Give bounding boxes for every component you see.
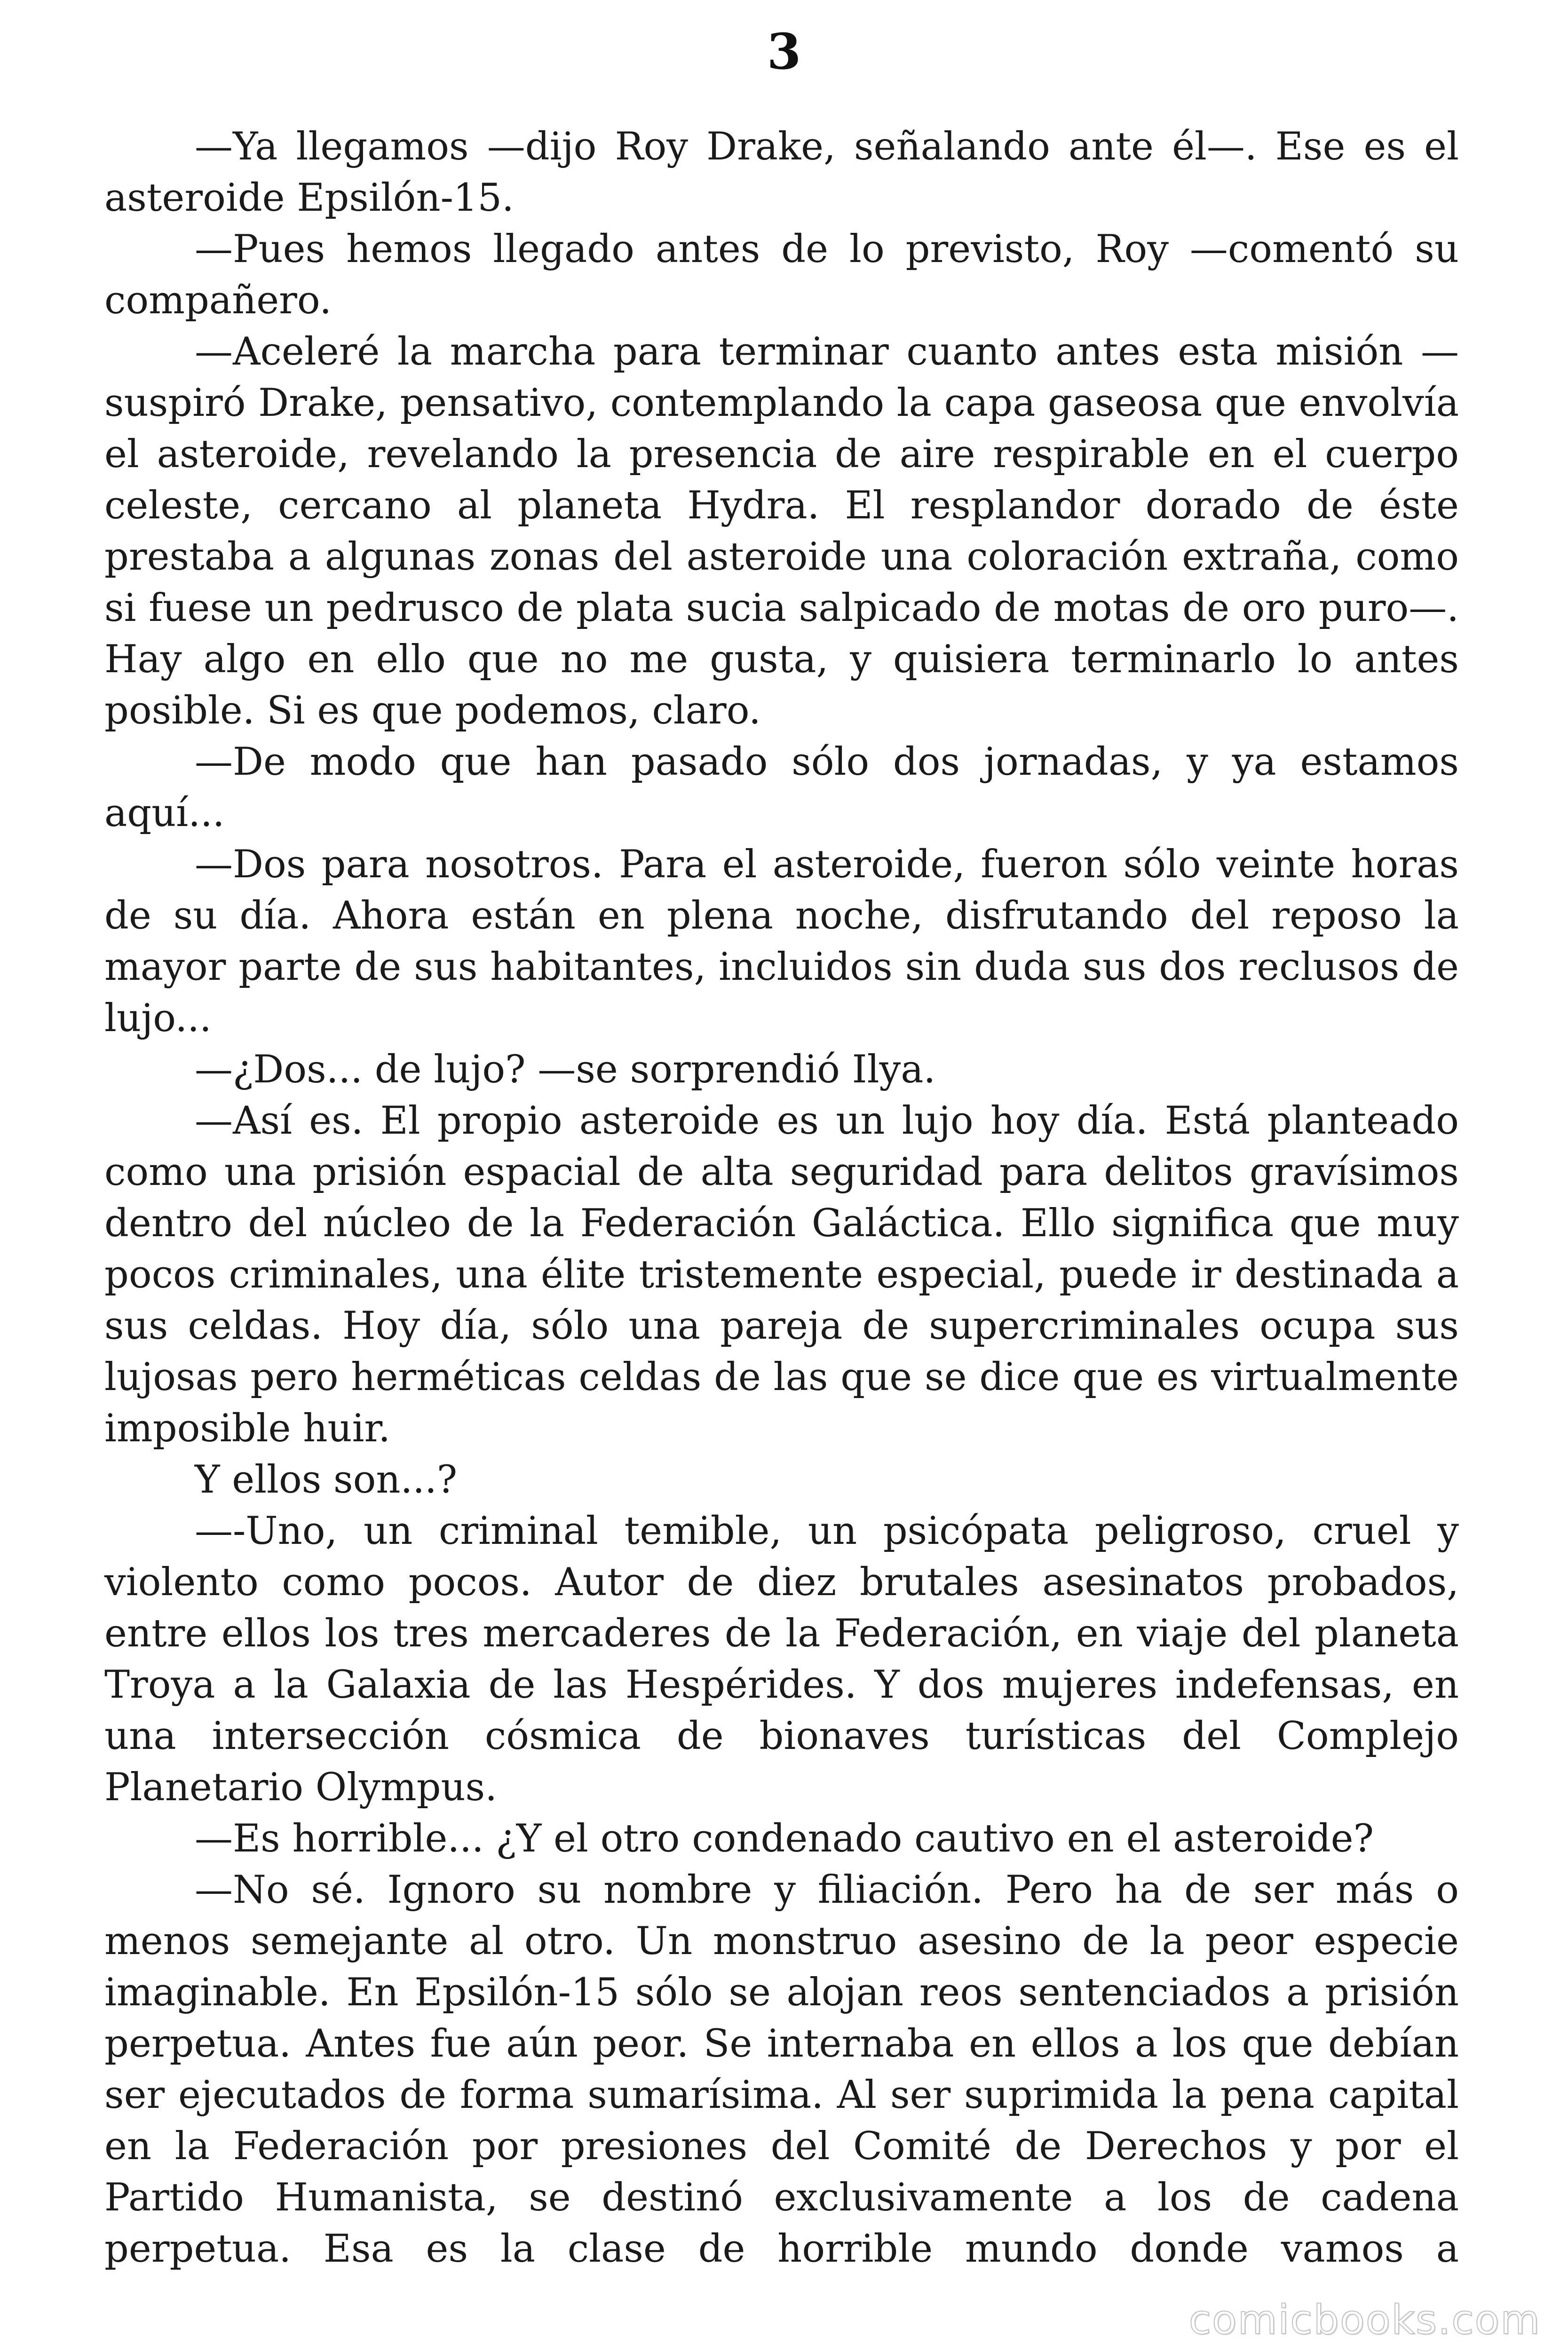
paragraph-10: —Es horrible... ¿Y el otro condenado cautivo en el asteroide? — [195, 1817, 1374, 1861]
chapter-number: 3 — [767, 23, 801, 80]
paragraph-1: —Ya llegamos —dijo Roy Drake, señalando ante él—. Ese es el asteroide Epsilón-15. — [104, 125, 1459, 220]
paragraph-5: —Dos para nosotros. Para el asteroide, fueron sólo veinte horas de su día. Ahora están en plena noche, disfrutando del reposo la mayor parte de sus habitantes, incluidos sin duda sus dos reclusos de lujo... — [104, 842, 1459, 1041]
paragraph-4: —De modo que han pasado sólo dos jornadas, y ya estamos aquí... — [104, 740, 1459, 835]
watermark-logo: comicbooks.com — [1188, 2296, 1541, 2344]
paragraph-2: —Pues hemos llegado antes de lo previsto, Roy —comentó su compañero. — [104, 227, 1459, 323]
paragraph-8: Y ellos son...? — [195, 1458, 458, 1502]
paragraph-7: —Así es. El propio asteroide es un lujo hoy día. Está planteado como una prisión espacial de alta seguridad para delitos gravísimos dentro del núcleo de la Federación Galáctica. Ello significa que muy pocos criminales, una élite tristemente especial, puede ir destinada a sus celdas. Hoy día, sólo una pareja de supercriminales ocupa sus lujosas pero herméticas celdas de las que se dice que es virtualmente imposible huir. — [104, 1099, 1459, 1451]
paragraph-3: —Aceleré la marcha para terminar cuanto antes esta misión — suspiró Drake, pensativo, contemplando la capa gaseosa que envolvía el asteroide, revelando la presencia de aire respirable en el cuerpo celeste, cercano al planeta Hydra. El resplandor dorado de éste prestaba a algunas zonas del asteroide una coloración extraña, como si fuese un pedrusco de plata sucia salpicado de motas de oro puro—. Hay algo en ello que no me gusta, y quisiera terminarlo lo antes posible. Si es que podemos, claro. — [104, 330, 1459, 733]
paragraph-11: —No sé. Ignoro su nombre y filiación. Pero ha de ser más o menos semejante al otro. Un monstruo asesino de la peor especie imaginable. En Epsilón-15 sólo se alojan reos sentenciados a prisión perpetua. Antes fue aún peor. Se internaba en ellos a los que debían ser ejecutados de forma sumarísima. Al ser suprimida la pena capital en la Federación por presiones del Comité de Derechos y por el Partido Humanista, se destinó exclusivamente a los de cadena perpetua. Esa es la clase de horrible mundo donde vamos a — [104, 1868, 1459, 2271]
paragraph-9: —-Uno, un criminal temible, un psicópata peligroso, cruel y violento como pocos. Autor de diez brutales asesinatos probados, entre ellos los tres mercaderes de la Federación, en viaje del planeta Troya a la Galaxia de las Hespérides. Y dos mujeres indefensas, en una intersección cósmica de bionaves turísticas del Complejo Planetario Olympus. — [104, 1509, 1459, 1810]
paragraph-6: —¿Dos... de lujo? —se sorprendió Ilya. — [195, 1048, 936, 1092]
body-text — [104, 121, 1459, 2275]
